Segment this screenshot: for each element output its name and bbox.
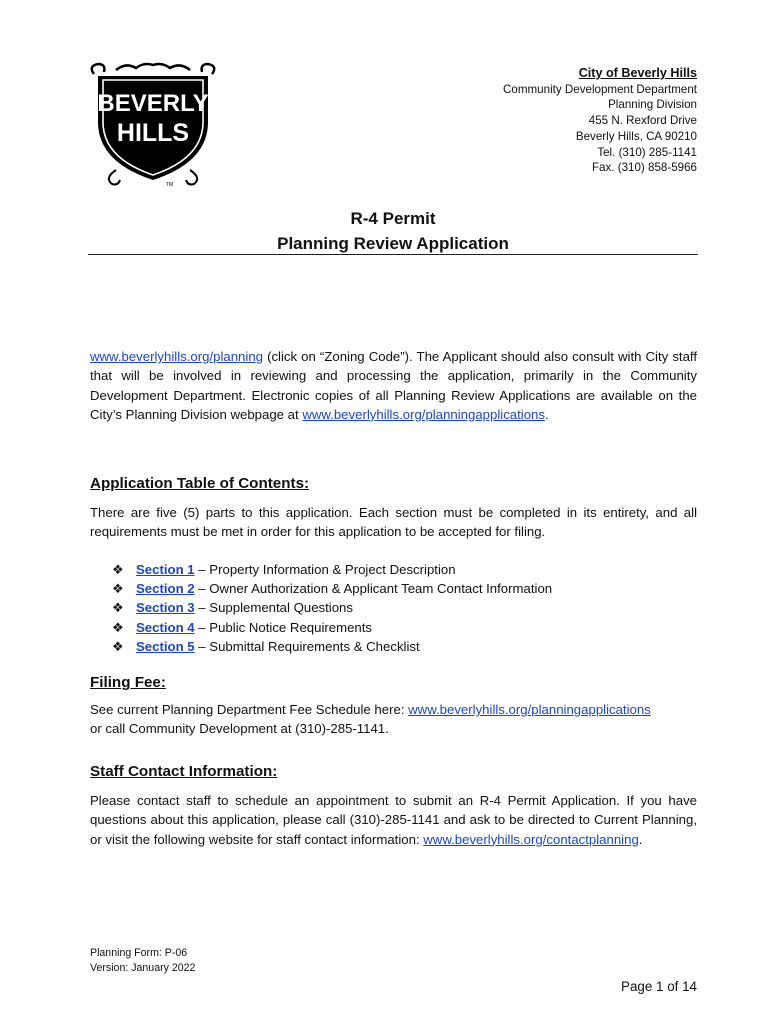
document-title (88, 206, 698, 256)
street-address: 455 N. Rexford Drive (588, 114, 697, 128)
beverly-hills-shield-icon (86, 62, 220, 192)
title-line2: Planning Review Application (277, 234, 509, 253)
list-item (112, 618, 552, 637)
toc-description: There are five (5) parts to this application. Each section must be completed in its entirety, and all requirements must be met in order for this application to be accepted for filing. (90, 505, 697, 540)
staff-text: Please contact staff to schedule an appointment to submit an R-4 Permit Application. If you have questions about this application, please call (310)-285-1141 and ask to be directed to Current Planning, or visit the following website for staff contact information: (90, 793, 697, 847)
telephone: Tel. (310) 285-1141 (597, 145, 697, 159)
logo-line2: HILLS (116, 119, 190, 147)
toc-list (112, 560, 552, 656)
title-line1: R-4 Permit (350, 209, 436, 228)
diamond-bullet-icon: ❖ (112, 562, 124, 577)
diamond-bullet-icon: ❖ (112, 581, 124, 597)
form-number: Planning Form: P-06 (90, 947, 188, 959)
list-item (112, 560, 552, 579)
diamond-bullet-icon: ❖ (112, 638, 124, 654)
diamond-bullet-icon: ❖ (112, 619, 124, 635)
fax: Fax. (310) 858-5966 (591, 161, 697, 175)
fee-text1: See current Planning Department Fee Schedule here: (90, 702, 409, 717)
filing-fee-text (90, 700, 697, 739)
fee-schedule-link[interactable]: www.beverlyhills.org/planningapplications (408, 702, 651, 717)
planning-applications-link[interactable]: www.beverlyhills.org/planningapplications (302, 406, 545, 422)
filing-fee-heading: Filing Fee: (90, 674, 166, 691)
planning-link[interactable]: www.beverlyhills.org/planning (90, 349, 263, 364)
section-4-link[interactable]: Section 4 (136, 619, 195, 635)
fee-text2: or call Community Development at (310)-285-1141. (90, 721, 389, 737)
section-2-link[interactable]: Section 2 (136, 581, 195, 597)
contact-planning-link[interactable]: www.beverlyhills.org/contactplanning (423, 831, 639, 847)
section-2-desc: – Owner Authorization & Applicant Team Contact Information (194, 581, 553, 597)
intro-text1: (click on “Zoning Code”). The Applicant should also consult with City staff that will be involved in reviewing and processing the application, primarily in the Community Development Department. Electronic copies of all Planning Review Applications are available on the City’s Planning Division webpage at (90, 349, 697, 422)
footer (90, 946, 195, 976)
section-1-desc: – Property Information & Project Description (194, 562, 456, 577)
department-name: Community Development Department (503, 82, 697, 96)
section-5-link[interactable]: Section 5 (136, 638, 195, 654)
title-divider (88, 254, 698, 255)
staff-text-end: . (638, 831, 643, 847)
logo-line1: BEVERLY (97, 90, 209, 117)
page-number: Page 1 of 14 (621, 979, 697, 994)
address-block (503, 66, 697, 176)
section-1-link[interactable]: Section 1 (136, 562, 195, 577)
staff-contact-heading: Staff Contact Information: (90, 763, 278, 780)
beverly-hills-logo (86, 62, 220, 192)
list-item (112, 579, 552, 598)
version: Version: January 2022 (90, 962, 196, 974)
list-item (112, 637, 552, 656)
intro-paragraph (90, 347, 697, 424)
section-4-desc: – Public Notice Requirements (194, 619, 373, 635)
section-3-link[interactable]: Section 3 (136, 600, 195, 616)
section-5-desc: – Submittal Requirements & Checklist (194, 638, 420, 654)
section-3-desc: – Supplemental Questions (194, 600, 353, 616)
staff-contact-text (90, 791, 697, 849)
logo-tm: TM (166, 182, 174, 188)
city-state-zip: Beverly Hills, CA 90210 (575, 129, 697, 143)
division-name: Planning Division (608, 98, 697, 112)
toc-heading: Application Table of Contents: (90, 475, 310, 492)
city-name: City of Beverly Hills (578, 66, 697, 80)
diamond-bullet-icon: ❖ (112, 600, 124, 616)
intro-text2: . (544, 406, 549, 422)
list-item (112, 598, 552, 617)
